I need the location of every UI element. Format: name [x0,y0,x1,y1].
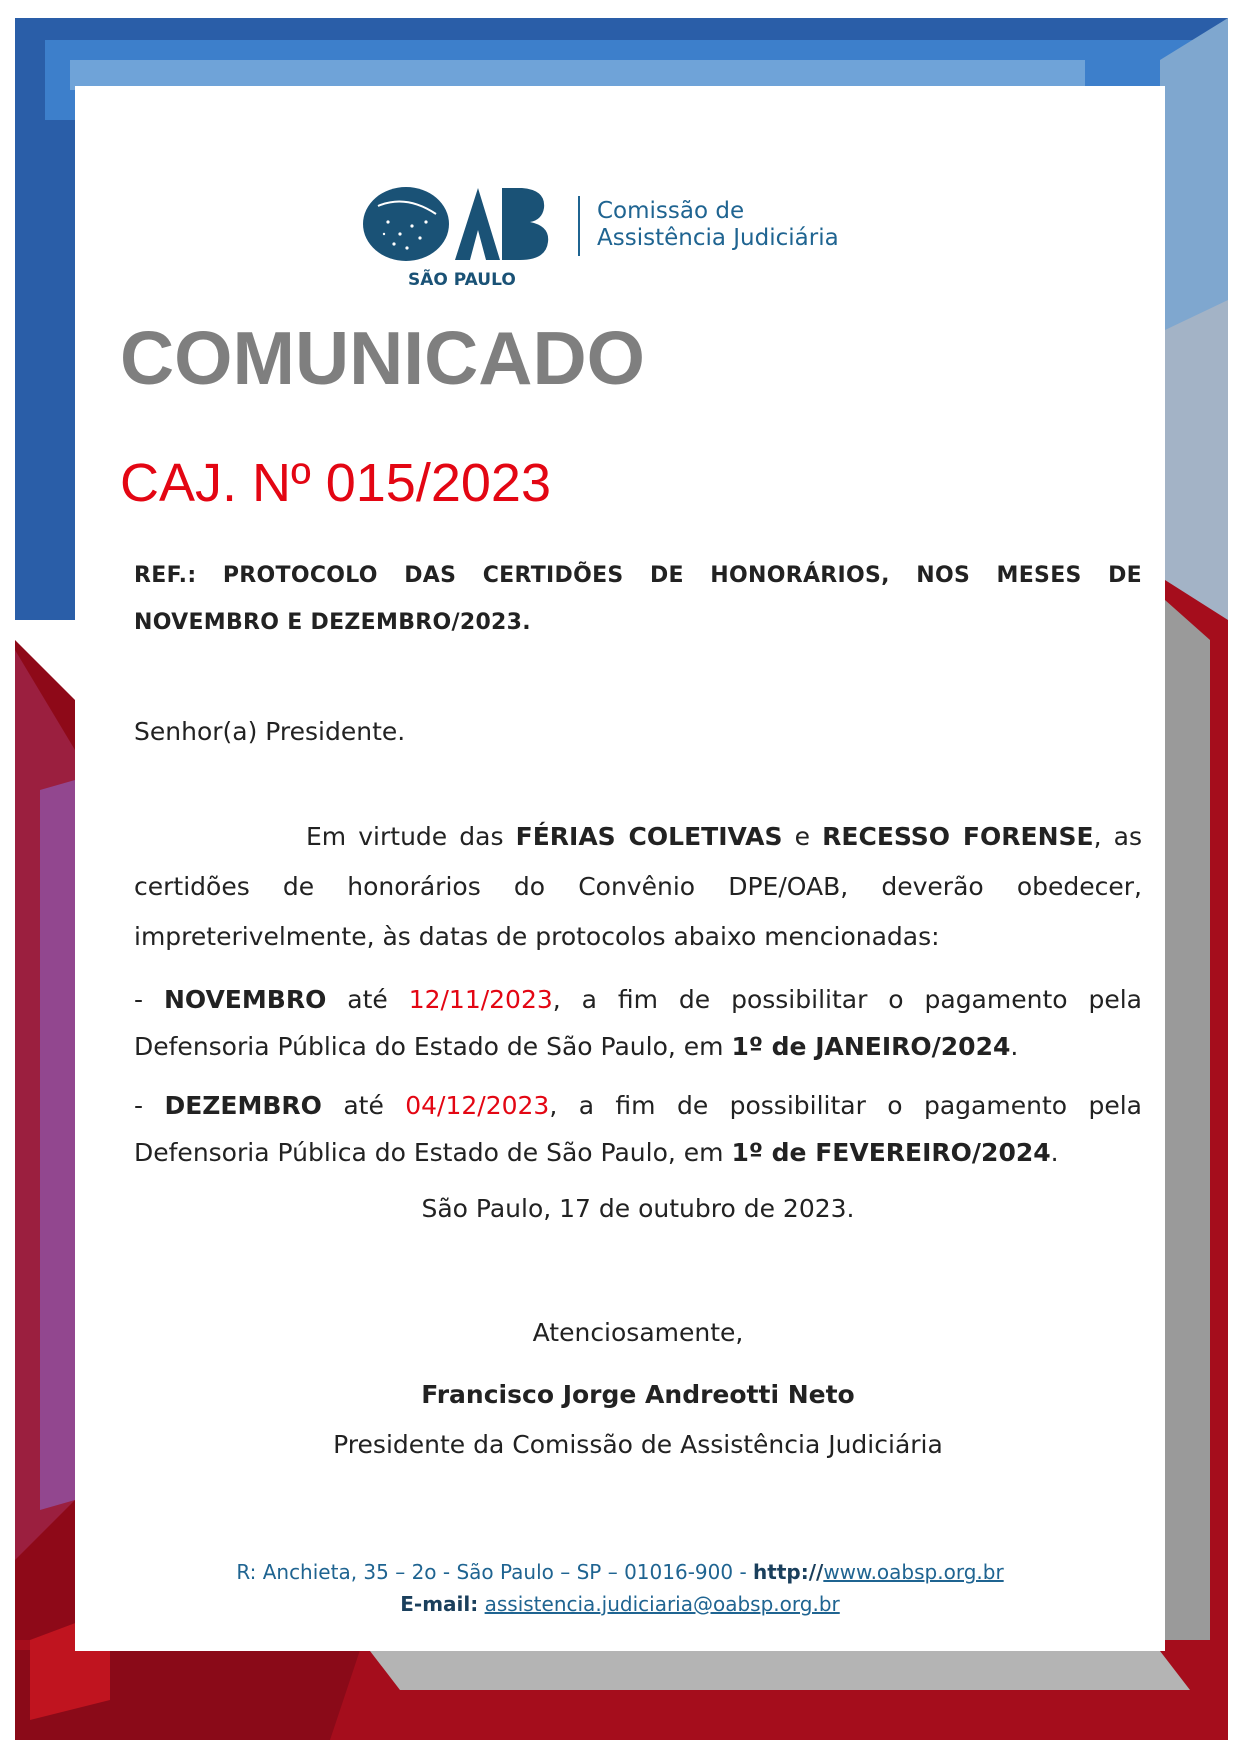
logo-region: SÃO PAULO [408,270,516,290]
item-end: . [1050,1138,1059,1167]
item-until: até [321,1091,406,1120]
signatory-name: Francisco Jorge Andreotti Neto [421,1380,855,1409]
intro-bold-1: FÉRIAS COLETIVAS [515,822,783,851]
item-dash: - [134,985,164,1014]
item-text: , a fim de possibilitar o pagamento pela Defensoria Pública do Estado de São Paulo, em [134,985,1142,1061]
list-item-november [134,976,1142,1070]
commission-line-2: Assistência Judiciária [597,225,839,251]
item-until: até [326,985,409,1014]
email-label: E-mail: [400,1592,479,1616]
document-number: CAJ. Nº 015/2023 [120,453,551,513]
url-prefix: http:// [753,1560,824,1584]
salutation: Senhor(a) Presidente. [134,717,406,746]
item-payment-date: 1º de FEVEREIRO/2024 [731,1138,1051,1167]
document-title: COMUNICADO [120,316,645,400]
website-link[interactable]: www.oabsp.org.br [823,1560,1004,1584]
item-end: . [1010,1032,1019,1061]
item-text: , a fim de possibilitar o pagamento pela Defensoria Pública do Estado de São Paulo, em [134,1091,1142,1167]
intro-paragraph [134,812,1142,962]
closing: Atenciosamente, [532,1318,744,1347]
intro-bold-2: RECESSO FORENSE [822,822,1094,851]
place-and-date: São Paulo, 17 de outubro de 2023. [421,1194,855,1223]
address: R: Anchieta, 35 – 2o - São Paulo – SP – 01016-900 - [236,1560,754,1584]
intro-prefix: Em virtude das [306,822,516,851]
item-date: 04/12/2023 [405,1091,550,1120]
footer-email [75,1592,1165,1616]
commission-name [597,198,839,252]
logo-divider [578,196,582,256]
item-month: NOVEMBRO [163,985,327,1014]
intro-mid: e [782,822,823,851]
item-payment-date: 1º de JANEIRO/2024 [731,1032,1011,1061]
commission-line-1: Comissão de [597,198,745,224]
footer-address [75,1560,1165,1584]
item-date: 12/11/2023 [408,985,553,1014]
reference-line: REF.: PROTOCOLO DAS CERTIDÕES DE HONORÁRIOS, NOS MESES DE NOVEMBRO E DEZEMBRO/2023. [134,563,1142,635]
intro-rest: , as certidões de honorários do Convênio DPE/OAB, deverão obedecer, impreterivelmente, às datas de protocolos abaixo mencionadas: [134,822,1142,951]
oab-emblem-icon [360,182,550,282]
list-item-december [134,1082,1142,1176]
item-month: DEZEMBRO [164,1091,322,1120]
signatory-role: Presidente da Comissão de Assistência Judiciária [333,1430,943,1459]
email-link[interactable]: assistencia.judiciaria@oabsp.org.br [484,1592,840,1616]
item-dash: - [134,1091,165,1120]
